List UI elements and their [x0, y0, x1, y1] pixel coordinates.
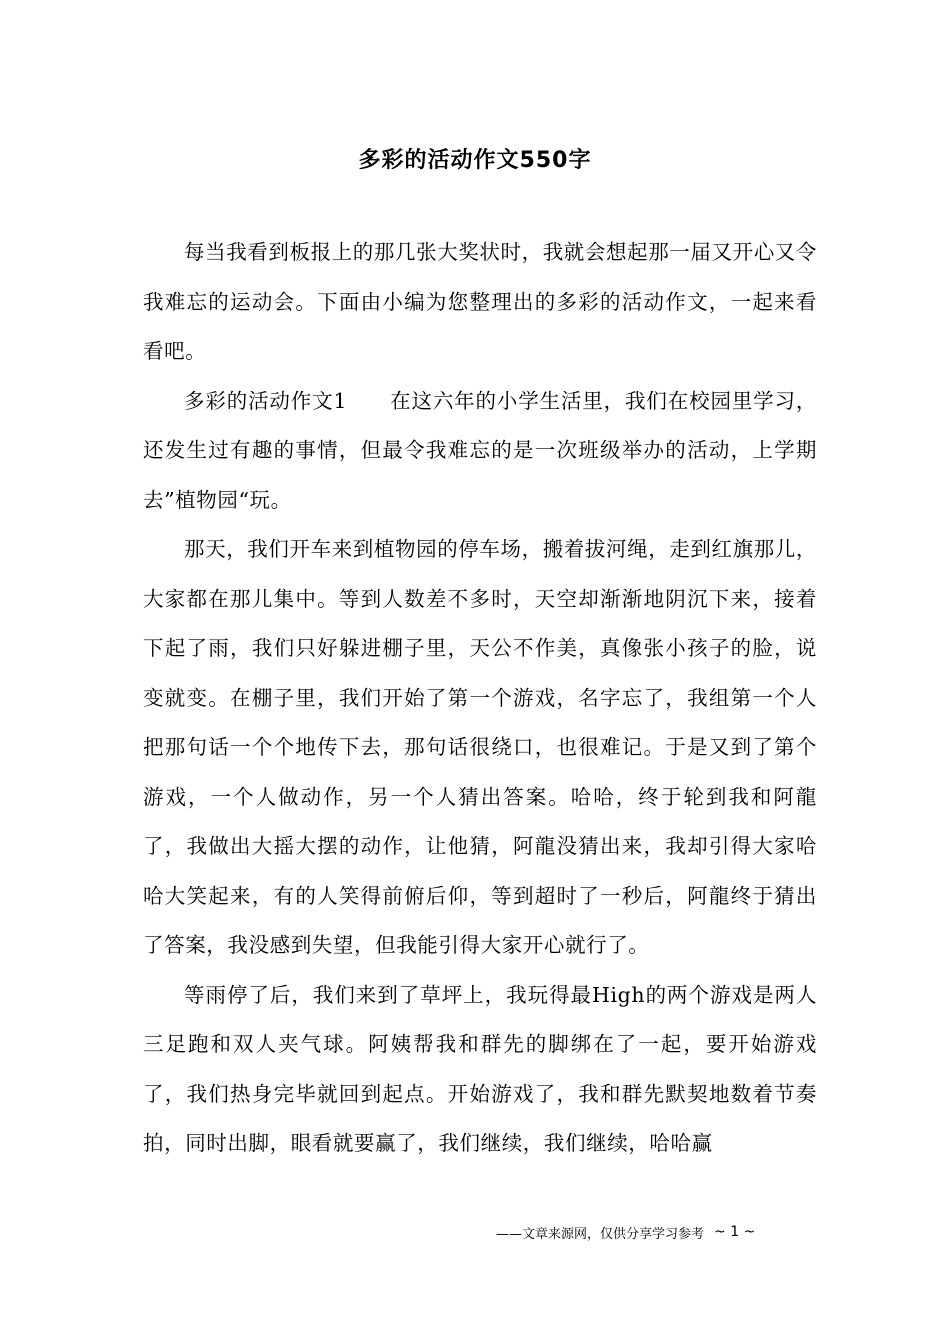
- paragraph-3: 等雨停了后，我们来到了草坪上，我玩得最High的两个游戏是两人三足跑和双人夹气球。阿姨帮我和群先的脚绑在了一起，要开始游戏了，我们热身完毕就回到起点。开始游戏了，我和群先默契地数着节奏拍，同时出脚，眼看就要赢了，我们继续，我们继续，哈哈赢: [143, 982, 817, 1155]
- page-title: 多彩的活动作文550字: [358, 148, 592, 173]
- paragraph-intro: 每当我看到板报上的那几张大奖状时，我就会想起那一届又开心又令我难忘的运动会。下面由小编为您整理出的多彩的活动作文，一起来看看吧。: [143, 240, 817, 363]
- footer-source-text: ——文章来源网，仅供分享学习参考: [496, 1227, 705, 1242]
- paragraph-1: 多彩的活动作文1 在这六年的小学生活里，我们在校园里学习，还发生过有趣的事情，但最令我难忘的是一次班级举办的活动，上学期去”植物园“玩。: [143, 388, 817, 512]
- page-footer: [496, 1224, 796, 1245]
- article-body: [143, 228, 817, 1169]
- paragraph-2: 那天，我们开车来到植物园的停车场，搬着拔河绳，走到红旗那儿，大家都在那儿集中。等到人数差不多时，天空却渐渐地阴沉下来，接着下起了雨，我们只好躲进棚子里，天公不作美，真像张小孩子的脸，说变就变。在棚子里，我们开始了第一个游戏，名字忘了，我组第一个人把那句话一个个地传下去，那句话很绕口，也很难记。于是又到了第个游戏，一个人做动作，另一个人猜出答案。哈哈，终于轮到我和阿龍了，我做出大摇大摆的动作，让他猜，阿龍没猜出来，我却引得大家哈哈大笑起来，有的人笑得前俯后仰，等到超时了一秒后，阿龍终于猜出了答案，我没感到失望，但我能引得大家开心就行了。: [143, 537, 817, 957]
- page-number: ~ 1 ~: [714, 1224, 756, 1240]
